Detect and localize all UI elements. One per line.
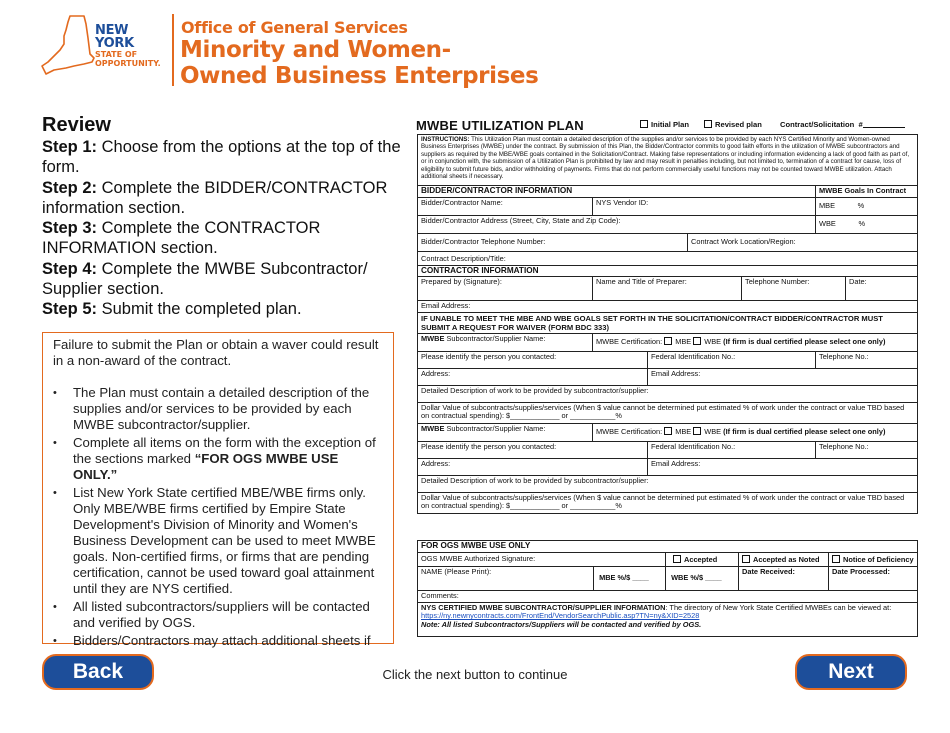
office-name: Office of General Services xyxy=(181,18,408,37)
comments-cell: Comments: xyxy=(418,591,918,603)
page-title-line2: Owned Business Enterprises xyxy=(180,63,539,89)
form-header xyxy=(414,116,918,136)
form-main-table xyxy=(417,134,918,514)
revised-plan-option xyxy=(704,120,762,129)
sub1-dollar-cell: Dollar Value of subcontracts/supplies/services (When $ value cannot be determined put estimated % of work under the contract or value TBD based on contractual spending): $____________ or ___________% xyxy=(418,402,918,423)
sub2-address-cell: Address: xyxy=(418,458,648,475)
notice-box xyxy=(42,332,394,648)
date-received-cell: Date Received: xyxy=(739,567,829,591)
contractor-section-heading: CONTRACTOR INFORMATION xyxy=(418,265,918,277)
sub1-desc-cell: Detailed Description of work to be provided by subcontractor/supplier: xyxy=(418,385,918,402)
contract-solicitation-label: Contract/Solicitation xyxy=(780,120,855,129)
checkbox-icon xyxy=(640,120,648,128)
revised-plan-label: Revised plan xyxy=(715,120,762,129)
notice-bullet: • List New York State certified MBE/WBE firms only. Only MBE/WBE firms certified by Empire State Development's Division of Minority and Women's Business Development can be used to meet MWBE goals. Non-certified firms, or firms that are pending certification, cannot be used toward goal attainment until they are NYS certified. xyxy=(53,485,383,597)
ogs-section-heading: FOR OGS MWBE USE ONLY xyxy=(418,541,918,553)
form-title: MWBE UTILIZATION PLAN xyxy=(416,118,584,133)
cert-wbe: WBE xyxy=(704,427,722,437)
notice-bullet: • Bidders/Contractors may attach additional sheets if xyxy=(53,633,383,665)
bidder-phone-cell: Bidder/Contractor Telephone Number: xyxy=(418,233,688,251)
sub-name-label: Subcontractor/Supplier Name: xyxy=(444,423,546,433)
header xyxy=(0,0,950,100)
initial-plan-option xyxy=(640,120,689,129)
checkbox-icon xyxy=(693,337,701,345)
review-heading: Review xyxy=(42,114,111,136)
contract-number-line xyxy=(863,120,905,128)
sub1-phone-cell: Telephone No.: xyxy=(816,351,918,368)
wbe-goal-cell xyxy=(816,215,918,233)
header-divider xyxy=(172,14,174,86)
step-label: Step 4: xyxy=(42,259,98,278)
cert-label: MWBE Certification: xyxy=(596,337,663,347)
ny-state-outline-logo xyxy=(40,14,96,78)
bidder-address-cell: Bidder/Contractor Address (Street, City, State and Zip Code): xyxy=(418,215,816,233)
work-location-cell: Contract Work Location/Region: xyxy=(688,233,918,251)
ogs-wbe-label: WBE %/$ xyxy=(671,573,704,583)
date-processed-cell: Date Processed: xyxy=(829,567,918,591)
instructions-text: This Utilization Plan must contain a detailed description of the supplies and/or services to be provided by each NYS Certified Minority and Women-owned Business Enterprises (MWBE) under the contract. By submission of this Plan, the Bidder/Contractor commits to good faith efforts in the utilization of MWBE subcontractors and suppliers as required by the MBE/WBE goals contained in the Solicitation/Contract. Making false representations or including information evidencing a lack of good faith as part of, or in conjunction with, the submission of a Utilization Plan is prohibited by law and may result in penalties including, but not limited to, termination of a contract for cause, loss of eligibility to submit future bids, and/or withholding of payments. Firms that do not perform commercially useful functions may not be counted toward MWBE utilization. Attach additional sheets if necessary. xyxy=(421,136,910,181)
ogs-mbe-cell: MBE %/$ ____ xyxy=(594,567,666,591)
wbe-goal-pct: % xyxy=(858,218,866,228)
wbe-goal-label: WBE xyxy=(819,218,836,228)
instructions-label: INSTRUCTIONS: xyxy=(421,136,470,143)
cert-mbe: MBE xyxy=(675,337,692,347)
step-item xyxy=(42,259,402,300)
checkbox-icon xyxy=(673,555,681,563)
sub2-dollar-cell: Dollar Value of subcontracts/supplies/services (When $ value cannot be determined put estimated % of work under the contract or value TBD based on contractual spending): $____________ or ___________% xyxy=(418,492,918,513)
bidder-name-cell: Bidder/Contractor Name: xyxy=(418,197,593,215)
checkbox-icon xyxy=(704,120,712,128)
mwbe-goals-heading: MWBE Goals In Contract xyxy=(816,186,918,198)
cert-label: MWBE Certification: xyxy=(596,427,663,437)
page-title-line1: Minority and Women- xyxy=(180,37,451,63)
nys-wordmark-line3: OPPORTUNITY. xyxy=(95,59,161,68)
sub-name-bold: MWBE xyxy=(421,333,445,343)
contract-solicitation-field xyxy=(780,120,905,129)
sub1-federal-id-cell: Federal Identification No.: xyxy=(648,351,816,368)
step-label: Step 2: xyxy=(42,178,98,197)
sub-name-bold: MWBE xyxy=(421,423,445,433)
directory-note: Note: All listed Subcontractors/Suppliers will be contacted and verified by OGS. xyxy=(421,619,702,629)
nys-wordmark-line2: STATE OF xyxy=(95,50,138,59)
mwbe-utilization-plan-form xyxy=(414,116,918,640)
sub1-cert-cell xyxy=(593,333,918,351)
step-label: Step 3: xyxy=(42,219,98,238)
step-label: Step 1: xyxy=(42,138,98,156)
sub1-email-cell: Email Address: xyxy=(648,368,918,385)
directory-link[interactable]: https://ny.newnycontracts.com/FrontEnd/VendorSearchPublic.asp?TN=ny&XID=2528 xyxy=(421,611,700,621)
step-item xyxy=(42,299,402,319)
notice-bullet: • All listed subcontractors/suppliers will be contacted and verified by OGS. xyxy=(53,599,383,631)
directory-cell xyxy=(418,602,918,636)
preparer-name-cell: Name and Title of Preparer: xyxy=(593,277,742,301)
checkbox-icon xyxy=(832,555,840,563)
checkbox-icon xyxy=(664,337,672,345)
sub2-contact-cell: Please identify the person you contacted: xyxy=(418,441,648,458)
deficiency-label: Notice of Deficiency xyxy=(843,554,914,564)
ogs-name-cell: NAME (Please Print): xyxy=(418,567,594,591)
step-item xyxy=(42,178,402,219)
next-button[interactable]: Next xyxy=(795,654,907,690)
nys-wordmark xyxy=(95,24,170,68)
checkbox-icon xyxy=(693,427,701,435)
sub-name-label: Subcontractor/Supplier Name: xyxy=(444,333,546,343)
ogs-signature-cell: OGS MWBE Authorized Signature: xyxy=(418,553,666,567)
accepted-label: Accepted xyxy=(684,554,718,564)
directory-heading: NYS CERTIFIED MWBE SUBCONTRACTOR/SUPPLIER INFORMATION xyxy=(421,602,666,612)
instructions-cell xyxy=(418,135,918,186)
back-button[interactable]: Back xyxy=(42,654,154,690)
sub2-name-cell xyxy=(418,423,593,441)
page-title xyxy=(180,37,580,89)
accepted-noted-label: Accepted as Noted xyxy=(753,554,820,564)
cert-mbe: MBE xyxy=(675,427,692,437)
contract-desc-cell: Contract Description/Title: xyxy=(418,251,918,265)
dual-cert-note: (If firm is dual certified please select one only) xyxy=(723,427,886,437)
step-item xyxy=(42,137,402,178)
prep-date-cell: Date: xyxy=(846,277,918,301)
continue-hint: Click the next button to continue xyxy=(382,667,568,682)
ogs-mbe-label: MBE %/$ xyxy=(599,573,631,583)
email-cell: Email Address: xyxy=(418,301,918,313)
prep-telephone-cell: Telephone Number: xyxy=(742,277,846,301)
sub2-email-cell: Email Address: xyxy=(648,458,918,475)
nys-wordmark-line1: NEW YORK xyxy=(95,23,134,51)
waiver-notice: IF UNABLE TO MEET THE MBE AND WBE GOALS SET FORTH IN THE SOLICITATION/CONTRACT BIDDER/CONTRACTOR MUST SUBMIT A REQUEST FOR WAIVER (FORM BDC 333) xyxy=(418,312,918,333)
dual-cert-note: (If firm is dual certified please select one only) xyxy=(723,337,886,347)
checkbox-icon xyxy=(742,555,750,563)
deficiency-cell xyxy=(829,553,918,567)
ogs-wbe-cell: WBE %/$ ____ xyxy=(666,567,739,591)
step-label: Step 5: xyxy=(42,300,98,319)
step-text: Complete the BIDDER/CONTRACTOR information section. xyxy=(42,178,388,217)
mbe-goal-pct: % xyxy=(857,200,865,210)
step-item xyxy=(42,218,402,259)
sub2-cert-cell xyxy=(593,423,918,441)
sub2-phone-cell: Telephone No.: xyxy=(816,441,918,458)
bidder-section-heading: BIDDER/CONTRACTOR INFORMATION xyxy=(418,186,816,198)
sub1-name-cell xyxy=(418,333,593,351)
notice-bullets xyxy=(53,385,383,665)
vendor-id-cell: NYS Vendor ID: xyxy=(593,197,816,215)
step-text: Submit the completed plan. xyxy=(97,300,302,319)
cert-wbe: WBE xyxy=(704,337,722,347)
sub2-federal-id-cell: Federal Identification No.: xyxy=(648,441,816,458)
step-text: Complete the CONTRACTOR INFORMATION section. xyxy=(42,219,321,258)
notice-bullet: • The Plan must contain a detailed description of the supplies and/or services to be provided by each MWBE subcontractor/supplier. xyxy=(53,385,383,433)
sub1-address-cell: Address: xyxy=(418,368,648,385)
mbe-goal-cell xyxy=(816,197,918,215)
directory-text: : The directory of New York State Certified MWBEs can be viewed at: xyxy=(665,602,892,612)
accepted-noted-cell xyxy=(739,553,829,567)
step-text: Complete the MWBE Subcontractor/ Supplier section. xyxy=(42,259,368,299)
notice-bullet-bold: “FOR OGS MWBE USE ONLY.” xyxy=(73,451,339,482)
checkbox-icon xyxy=(664,427,672,435)
hash-label: # xyxy=(858,120,863,129)
step-text: Choose from the options at the top of the form. xyxy=(42,138,401,177)
prepared-by-cell: Prepared by (Signature): xyxy=(418,277,593,301)
notice-intro: Failure to submit the Plan or obtain a waver could result in a non-award of the contract. xyxy=(53,337,379,368)
notice-bullet-text: Complete all items on the form with the exception of the sections marked xyxy=(73,435,376,466)
mbe-goal-label: MBE xyxy=(819,200,836,210)
steps-list xyxy=(42,137,402,320)
notice-bullet xyxy=(53,435,383,483)
sub2-desc-cell: Detailed Description of work to be provided by subcontractor/supplier: xyxy=(418,475,918,492)
initial-plan-label: Initial Plan xyxy=(651,120,689,129)
ogs-use-table xyxy=(417,540,918,637)
accepted-cell xyxy=(666,553,739,567)
sub1-contact-cell: Please identify the person you contacted: xyxy=(418,351,648,368)
